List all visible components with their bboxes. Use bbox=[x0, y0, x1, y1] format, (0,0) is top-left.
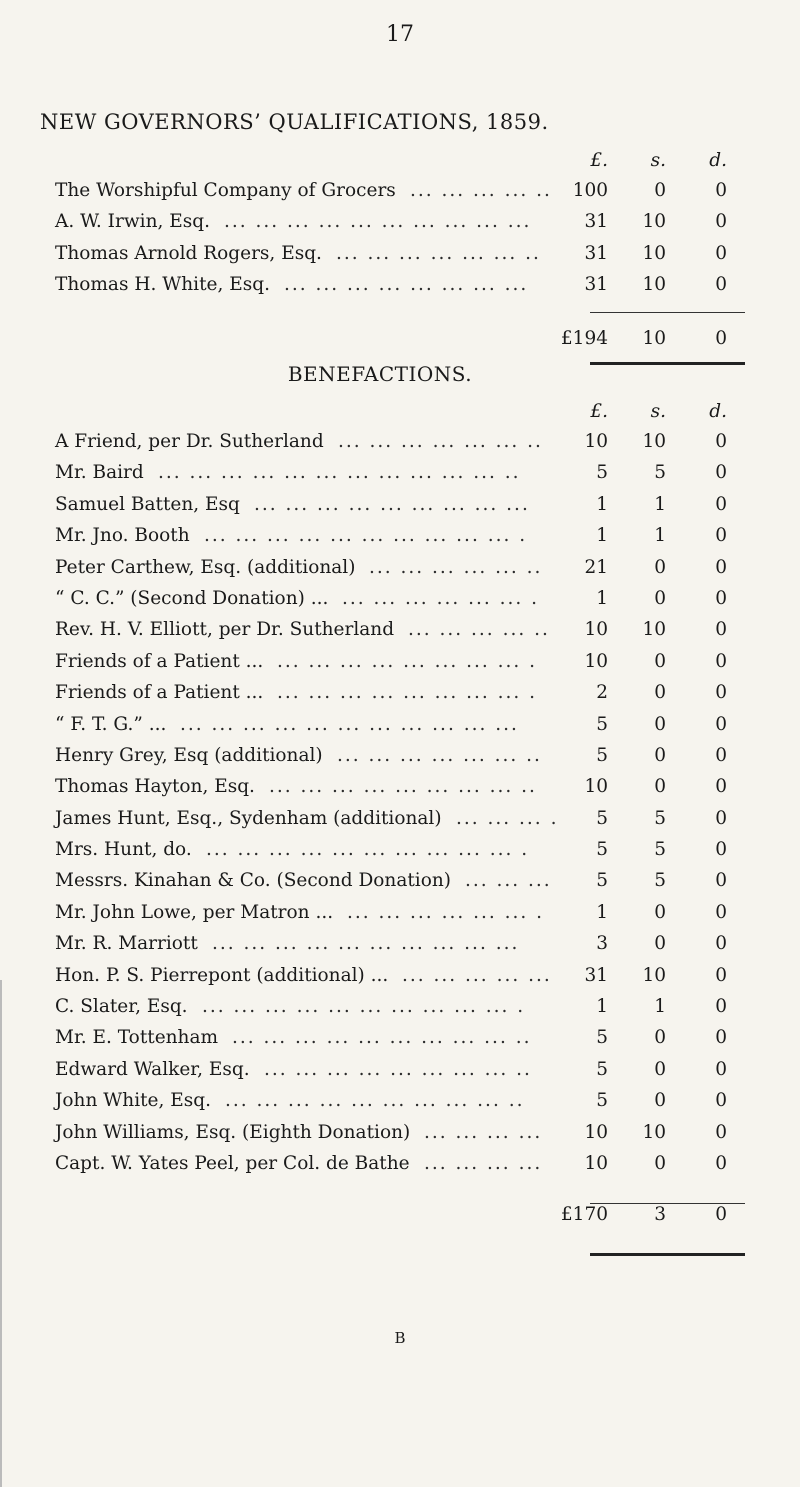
table-row bbox=[55, 994, 745, 1025]
donor-name: Peter Carthew, Esq. (additional) bbox=[55, 556, 356, 578]
amount-shillings: 0 bbox=[654, 1058, 666, 1080]
qualifications-rows bbox=[55, 178, 745, 304]
amount-pounds: 10 bbox=[584, 1121, 608, 1143]
donor-name: Mr. R. Marriott bbox=[55, 933, 198, 955]
amount-pence: 0 bbox=[715, 650, 727, 672]
amount-pence: 0 bbox=[715, 431, 727, 452]
amount-pounds: 10 bbox=[584, 650, 608, 672]
leader-dots: ... ... ... ... ... ... ... ... .. bbox=[269, 776, 537, 798]
table-row bbox=[55, 680, 745, 711]
leader-dots: ... ... ... ... ... ... .. bbox=[336, 242, 541, 264]
table-row bbox=[55, 837, 745, 868]
donor-name: Messrs. Kinahan & Co. (Second Donation) bbox=[55, 870, 451, 892]
amount-pounds: 5 bbox=[596, 839, 608, 861]
leader-dots: ... ... ... ... ... ... ... ... ... ... ... .. bbox=[158, 462, 521, 484]
amount-pence: 0 bbox=[715, 1027, 727, 1049]
table-row bbox=[55, 963, 745, 994]
amount-shillings: 0 bbox=[654, 587, 666, 609]
donor-name: “ C. C.” (Second Donation) ... bbox=[55, 587, 329, 609]
donor-name: Samuel Batten, Esq bbox=[55, 493, 240, 515]
amount-pounds: 1 bbox=[596, 996, 608, 1018]
amount-pence: 0 bbox=[715, 587, 727, 609]
donor-name: Mr. John Lowe, per Matron ... bbox=[55, 901, 334, 923]
pounds-header: £. bbox=[590, 150, 608, 171]
amount-pence: 0 bbox=[715, 996, 727, 1018]
leader-dots: ... ... ... . bbox=[456, 807, 559, 829]
donor-name: John Williams, Esq. (Eighth Donation) bbox=[55, 1121, 411, 1143]
leader-dots: ... ... ... ... ... ... ... ... .. bbox=[264, 1058, 532, 1080]
donor-name: Mr. E. Tottenham bbox=[55, 1027, 219, 1049]
amount-pounds: 5 bbox=[596, 713, 608, 735]
amount-pence: 0 bbox=[715, 274, 727, 296]
amount-shillings: 5 bbox=[654, 870, 666, 892]
donor-name: Friends of a Patient ... bbox=[55, 682, 264, 704]
table-row bbox=[55, 1025, 745, 1056]
amount-pence: 0 bbox=[715, 211, 727, 233]
total-pounds: £170 bbox=[560, 1204, 608, 1226]
amount-pence: 0 bbox=[715, 682, 727, 704]
amount-shillings: 0 bbox=[654, 650, 666, 672]
table-row bbox=[55, 931, 745, 962]
amount-pounds: 5 bbox=[596, 1058, 608, 1080]
amount-shillings: 1 bbox=[654, 525, 666, 547]
amount-pence: 0 bbox=[715, 964, 727, 986]
amount-shillings: 10 bbox=[642, 619, 666, 641]
leader-dots: ... ... ... ... ... ... . bbox=[342, 587, 540, 609]
amount-pence: 0 bbox=[715, 556, 727, 578]
leader-dots: ... ... ... bbox=[465, 870, 552, 892]
leader-dots: ... ... ... ... ... ... ... ... ... bbox=[254, 493, 530, 515]
donor-name: Hon. P. S. Pierrepont (additional) ... bbox=[55, 964, 389, 986]
amount-pounds: 1 bbox=[596, 525, 608, 547]
table-row bbox=[55, 272, 745, 303]
donor-name: Henry Grey, Esq (additional) bbox=[55, 744, 323, 766]
amount-pounds: 31 bbox=[584, 242, 608, 264]
qualifications-title: NEW GOVERNORS’ QUALIFICATIONS, 1859. bbox=[40, 110, 549, 134]
amount-pence: 0 bbox=[715, 462, 727, 484]
table-row bbox=[55, 460, 745, 491]
table-row bbox=[55, 555, 745, 586]
amount-pence: 0 bbox=[715, 180, 727, 201]
amount-pounds: 5 bbox=[596, 744, 608, 766]
amount-pence: 0 bbox=[715, 1121, 727, 1143]
table-row bbox=[55, 774, 745, 805]
amount-shillings: 10 bbox=[642, 274, 666, 296]
amount-shillings: 10 bbox=[642, 242, 666, 264]
amount-pence: 0 bbox=[715, 807, 727, 829]
amount-pounds: 10 bbox=[584, 776, 608, 798]
donor-name: Edward Walker, Esq. bbox=[55, 1058, 250, 1080]
qualifications-table bbox=[55, 148, 745, 358]
table-row bbox=[55, 1120, 745, 1151]
amount-shillings: 0 bbox=[654, 1152, 666, 1174]
amount-pence: 0 bbox=[715, 839, 727, 861]
pence-header: d. bbox=[709, 401, 727, 422]
pence-header: d. bbox=[709, 150, 727, 171]
shillings-header: s. bbox=[650, 150, 666, 171]
amount-shillings: 0 bbox=[654, 901, 666, 923]
amount-shillings: 0 bbox=[654, 1027, 666, 1049]
table-row bbox=[55, 806, 745, 837]
amount-pounds: 5 bbox=[596, 1090, 608, 1112]
donor-name: Capt. W. Yates Peel, per Col. de Bathe bbox=[55, 1152, 410, 1174]
amount-pounds: 1 bbox=[596, 901, 608, 923]
amount-pence: 0 bbox=[715, 619, 727, 641]
leader-dots: ... ... ... ... .. bbox=[410, 180, 552, 201]
donor-name: A. W. Irwin, Esq. bbox=[55, 211, 210, 233]
amount-shillings: 0 bbox=[654, 180, 666, 201]
table-row bbox=[55, 523, 745, 554]
amount-pounds: 21 bbox=[584, 556, 608, 578]
leader-dots: ... ... ... ... ... ... ... ... ... ... ... bbox=[180, 713, 519, 735]
amount-pounds: 5 bbox=[596, 807, 608, 829]
leader-dots: ... ... ... ... ... ... .. bbox=[337, 744, 542, 766]
table-row bbox=[55, 1151, 745, 1182]
amount-shillings: 10 bbox=[642, 964, 666, 986]
donor-name: Thomas Hayton, Esq. bbox=[55, 776, 255, 798]
amount-shillings: 10 bbox=[642, 211, 666, 233]
amount-shillings: 5 bbox=[654, 462, 666, 484]
amount-pence: 0 bbox=[715, 776, 727, 798]
amount-pence: 0 bbox=[715, 242, 727, 264]
amount-pence: 0 bbox=[715, 744, 727, 766]
donor-name: Mrs. Hunt, do. bbox=[55, 839, 192, 861]
amount-pence: 0 bbox=[715, 870, 727, 892]
amount-shillings: 0 bbox=[654, 933, 666, 955]
total-pence: 0 bbox=[715, 327, 727, 349]
leader-dots: ... ... ... ... ... ... .. bbox=[338, 431, 543, 452]
leader-dots: ... ... ... ... ... ... ... ... ... ... . bbox=[204, 525, 528, 547]
donor-name: The Worshipful Company of Grocers bbox=[55, 180, 396, 201]
amount-pence: 0 bbox=[715, 1152, 727, 1174]
amount-shillings: 0 bbox=[654, 1090, 666, 1112]
leader-dots: ... ... ... ... ... ... ... ... ... ... . bbox=[206, 839, 530, 861]
leader-dots: ... ... ... ... ... ... ... ... . bbox=[277, 682, 538, 704]
total-pence: 0 bbox=[715, 1204, 727, 1226]
page-edge bbox=[0, 980, 2, 1487]
donor-name: C. Slater, Esq. bbox=[55, 996, 188, 1018]
leader-dots: ... ... ... ... ... ... ... ... ... ... bbox=[224, 211, 532, 233]
leader-dots: ... ... ... ... ... ... ... ... ... .. bbox=[232, 1027, 532, 1049]
qualifications-total bbox=[55, 318, 745, 358]
amount-pence: 0 bbox=[715, 901, 727, 923]
leader-dots: ... ... ... ... ... ... ... ... ... ... . bbox=[202, 996, 526, 1018]
amount-shillings: 5 bbox=[654, 839, 666, 861]
table-row bbox=[55, 1057, 745, 1088]
amount-pounds: 3 bbox=[596, 933, 608, 955]
currency-header bbox=[55, 148, 745, 178]
table-row bbox=[55, 743, 745, 774]
table-row bbox=[55, 241, 745, 272]
leader-dots: ... ... ... ... ... ... ... ... ... .. bbox=[225, 1090, 525, 1112]
signature-mark: B bbox=[394, 1329, 406, 1347]
total-double-rule bbox=[590, 1253, 745, 1256]
total-shillings: 10 bbox=[642, 327, 666, 349]
amount-pounds: 10 bbox=[584, 619, 608, 641]
leader-dots: ... ... ... ... bbox=[424, 1121, 543, 1143]
amount-shillings: 0 bbox=[654, 776, 666, 798]
leader-dots: ... ... ... ... .. bbox=[408, 619, 550, 641]
currency-header bbox=[55, 399, 745, 429]
amount-pounds: 1 bbox=[596, 587, 608, 609]
donor-name: Thomas H. White, Esq. bbox=[55, 274, 270, 296]
amount-shillings: 0 bbox=[654, 556, 666, 578]
amount-shillings: 10 bbox=[642, 1121, 666, 1143]
amount-shillings: 1 bbox=[654, 996, 666, 1018]
amount-pence: 0 bbox=[715, 493, 727, 515]
donor-name: Rev. H. V. Elliott, per Dr. Sutherland bbox=[55, 619, 395, 641]
leader-dots: ... ... ... ... ... ... . bbox=[347, 901, 545, 923]
amount-pounds: 1 bbox=[596, 493, 608, 515]
total-shillings: 3 bbox=[654, 1204, 666, 1226]
table-row bbox=[55, 429, 745, 460]
total-double-rule bbox=[590, 362, 745, 365]
donor-name: Thomas Arnold Rogers, Esq. bbox=[55, 242, 322, 264]
table-row bbox=[55, 617, 745, 648]
amount-pounds: 10 bbox=[584, 431, 608, 452]
amount-shillings: 10 bbox=[642, 431, 666, 452]
amount-shillings: 0 bbox=[654, 713, 666, 735]
amount-pounds: 31 bbox=[584, 274, 608, 296]
leader-dots: ... ... ... ... bbox=[424, 1152, 543, 1174]
amount-pounds: 10 bbox=[584, 1152, 608, 1174]
benefactions-title: BENEFACTIONS. bbox=[287, 362, 473, 386]
amount-shillings: 0 bbox=[654, 744, 666, 766]
amount-pounds: 5 bbox=[596, 870, 608, 892]
table-row bbox=[55, 209, 745, 240]
table-row bbox=[55, 649, 745, 680]
pounds-header: £. bbox=[590, 401, 608, 422]
benefactions-table bbox=[55, 399, 745, 1234]
benefactions-total bbox=[55, 1194, 745, 1234]
table-row bbox=[55, 712, 745, 743]
table-row bbox=[55, 900, 745, 931]
amount-pounds: 2 bbox=[596, 682, 608, 704]
table-row bbox=[55, 1088, 745, 1119]
amount-pence: 0 bbox=[715, 713, 727, 735]
amount-pounds: 5 bbox=[596, 462, 608, 484]
amount-pence: 0 bbox=[715, 1090, 727, 1112]
amount-pence: 0 bbox=[715, 933, 727, 955]
subtotal-rule bbox=[590, 312, 745, 313]
table-row bbox=[55, 178, 745, 209]
table-row bbox=[55, 492, 745, 523]
leader-dots: ... ... ... ... ... .. bbox=[369, 556, 543, 578]
leader-dots: ... ... ... ... ... ... ... ... bbox=[284, 274, 529, 296]
donor-name: Mr. Baird bbox=[55, 462, 144, 484]
shillings-header: s. bbox=[650, 401, 666, 422]
donor-name: Friends of a Patient ... bbox=[55, 650, 264, 672]
leader-dots: ... ... ... ... ... bbox=[402, 964, 552, 986]
table-row bbox=[55, 868, 745, 899]
leader-dots: ... ... ... ... ... ... ... ... ... ... bbox=[212, 933, 520, 955]
amount-shillings: 1 bbox=[654, 493, 666, 515]
donor-name: “ F. T. G.” ... bbox=[55, 713, 167, 735]
amount-shillings: 0 bbox=[654, 682, 666, 704]
amount-pounds: 5 bbox=[596, 1027, 608, 1049]
amount-shillings: 5 bbox=[654, 807, 666, 829]
donor-name: John White, Esq. bbox=[55, 1090, 211, 1112]
donor-name: James Hunt, Esq., Sydenham (additional) bbox=[55, 807, 442, 829]
donor-name: Mr. Jno. Booth bbox=[55, 525, 190, 547]
donor-name: A Friend, per Dr. Sutherland bbox=[55, 431, 324, 452]
amount-pounds: 100 bbox=[572, 180, 608, 201]
benefactions-rows bbox=[55, 429, 745, 1182]
page-number: 17 bbox=[386, 22, 414, 47]
amount-pence: 0 bbox=[715, 1058, 727, 1080]
leader-dots: ... ... ... ... ... ... ... ... . bbox=[277, 650, 538, 672]
amount-pence: 0 bbox=[715, 525, 727, 547]
amount-pounds: 31 bbox=[584, 211, 608, 233]
table-row bbox=[55, 586, 745, 617]
total-pounds: £194 bbox=[560, 327, 608, 349]
amount-pounds: 31 bbox=[584, 964, 608, 986]
